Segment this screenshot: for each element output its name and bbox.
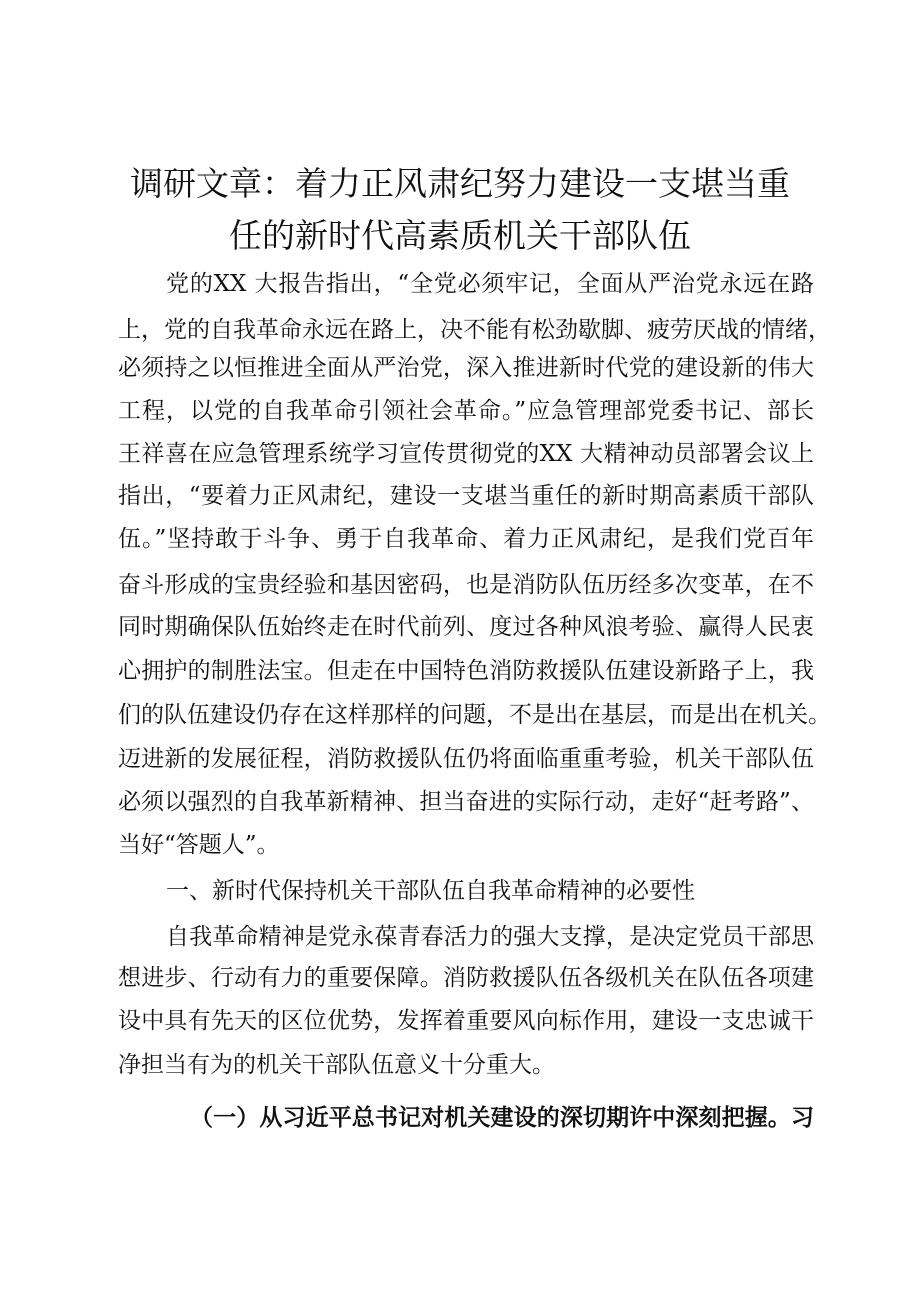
paragraph-line: 迈进新的发展征程，消防救援队伍仍将面临重重考验，机关干部队伍 xyxy=(118,746,814,772)
paragraph-line: 必须持之以恒推进全面从严治党，深入推进新时代党的建设新的伟大 xyxy=(118,355,814,381)
subsection-heading: （一）从习近平总书记对机关建设的深切期许中深刻把握。习 xyxy=(190,1104,814,1131)
document-title-line-2: 任的新时代高素质机关干部队伍 xyxy=(229,216,691,255)
paragraph-line: 工程，以党的自我革命引领社会革命。”应急管理部党委书记、部长 xyxy=(118,398,814,424)
paragraph-line: 自我革命精神是党永葆青春活力的强大支撑，是决定党员干部思 xyxy=(166,924,814,950)
paragraph-line: 想进步、行动有力的重要保障。消防救援队伍各级机关在队伍各项建 xyxy=(118,965,814,991)
section-heading: 一、新时代保持机关干部队伍自我革命精神的必要性 xyxy=(166,878,695,904)
paragraph-line: 同时期确保队伍始终走在时代前列、度过各种风浪考验、赢得人民衷 xyxy=(118,614,814,640)
paragraph-line: 伍。”坚持敢于斗争、勇于自我革命、着力正风肃纪，是我们党百年 xyxy=(118,526,814,552)
paragraph-line: 设中具有先天的区位优势，发挥着重要风向标作用，建设一支忠诚干 xyxy=(118,1008,814,1034)
paragraph-line: 奋斗形成的宝贵经验和基因密码，也是消防队伍历经多次变革，在不 xyxy=(118,572,814,598)
paragraph-line: 党的XX 大报告指出，“全党必须牢记，全面从严治党永远在路 xyxy=(166,271,814,297)
paragraph-line: 净担当有为的机关干部队伍意义十分重大。 xyxy=(118,1052,555,1078)
paragraph-line: 指出，“要着力正风肃纪，建设一支堪当重任的新时期高素质干部队 xyxy=(118,483,814,509)
paragraph-line: 上，党的自我革命永远在路上，决不能有松劲歇脚、疲劳厌战的情绪， xyxy=(118,317,831,343)
paragraph-line: 心拥护的制胜法宝。但走在中国特色消防救援队伍建设新路子上，我 xyxy=(118,658,814,684)
paragraph-line: 王祥喜在应急管理系统学习宣传贯彻党的XX 大精神动员部署会议上 xyxy=(118,441,814,467)
document-title-line-1: 调研文章：着力正风肃纪努力建设一支堪当重 xyxy=(130,164,790,203)
paragraph-line: 们的队伍建设仍存在这样那样的问题，不是出在基层，而是出在机关。 xyxy=(118,702,831,728)
paragraph-line: 当好“答题人”。 xyxy=(118,832,280,858)
paragraph-line: 必须以强烈的自我革新精神、担当奋进的实际行动，走好“赶考路”、 xyxy=(118,789,814,815)
